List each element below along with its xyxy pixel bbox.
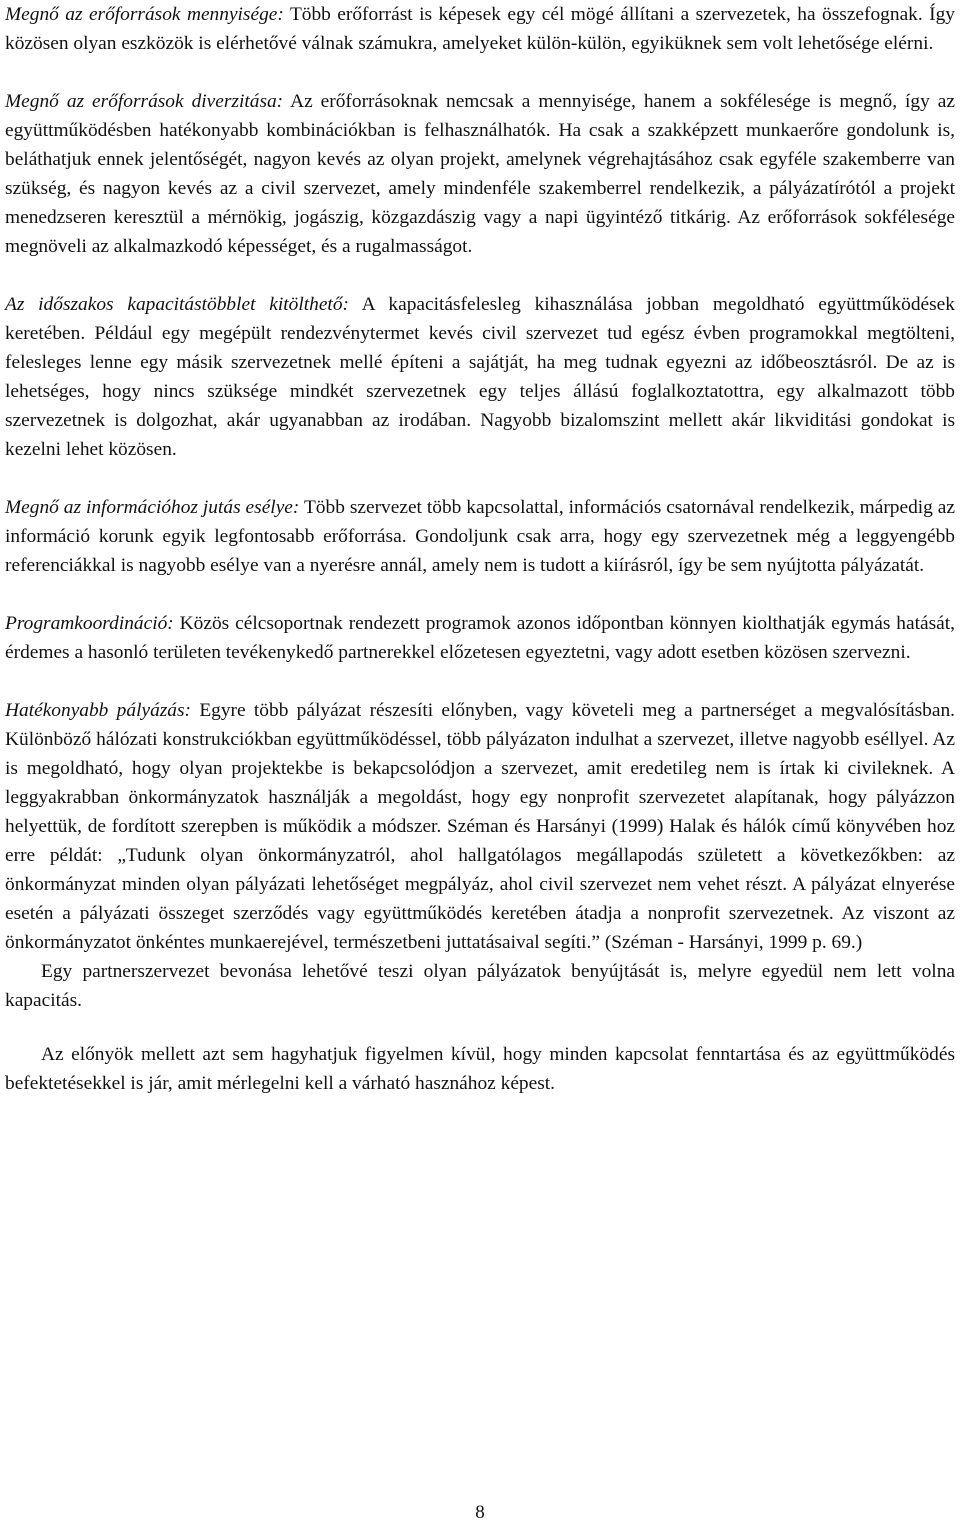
paragraph-term: Megnő az erőforrások diverzitása: bbox=[5, 91, 284, 112]
paragraph-text: Közös célcsoportnak rendezett programok azonos időpontban könnyen kiolthatják egymás hatását, érdemes a hasonló területen tevékenykedő partnerekkel előzetesen egyeztetni, vagy adott esetben közösen szervezni. bbox=[5, 613, 955, 663]
paragraph-term: Hatékonyabb pályázás: bbox=[5, 700, 192, 721]
page-number: 8 bbox=[475, 1502, 485, 1523]
paragraph-term: Megnő az információhoz jutás esélye: bbox=[5, 497, 300, 518]
paragraph-program-coordination bbox=[5, 609, 955, 667]
paragraph-capacity-surplus bbox=[5, 290, 955, 464]
paragraph-term: Az időszakos kapacitástöbblet kitölthető: bbox=[5, 294, 349, 315]
paragraph-resource-quantity bbox=[5, 0, 955, 58]
paragraph-partner-involvement: Egy partnerszervezet bevonása lehetővé teszi olyan pályázatok benyújtását is, melyre egyedül nem lett volna kapacitás. bbox=[5, 961, 955, 1011]
paragraph-text: A kapacitásfelesleg kihasználása jobban megoldható együttműködések keretében. Például egy megépült rendezvénytermet kevés civil szervezet tud egész évben programokkal megtölteni, felesleges lenne egy másik szervezetnek mellé építeni a sajátját, ha meg tudnak egyezni az időbeosztásról. De az is lehetséges, hogy nincs szüksége mindkét szervezetnek egy teljes állású foglalkoztatottra, egy alkalmazott több szervezetnek is dolgozhat, akár ugyanabban az irodában. Nagyobb bizalomszint mellett akár likviditási gondokat is kezelni lehet közösen. bbox=[5, 294, 955, 460]
paragraph-efficient-tendering bbox=[5, 696, 955, 957]
paragraph-text: Több szervezet több kapcsolattal, információs csatornával rendelkezik, márpedig az információ korunk egyik legfontosabb erőforrása. Gondoljunk csak arra, hogy egy szervezetnek még a leggyengébb referenciákkal is nagyobb esélye van a nyerésre annál, amely nem is tudott a kiírásról, így be sem nyújtotta pályázatát. bbox=[5, 497, 955, 576]
paragraph-closing: Az előnyök mellett azt sem hagyhatjuk figyelmen kívül, hogy minden kapcsolat fenntartása és az együttműködés befektetésekkel is jár, amit mérlegelni kell a várható hasznához képest. bbox=[5, 1044, 955, 1094]
paragraph-term: Megnő az erőforrások mennyisége: bbox=[5, 4, 284, 25]
paragraph-text: Egyre több pályázat részesíti előnyben, vagy követeli meg a partnerséget a megvalósításban. Különböző hálózati konstrukciókban együttműködéssel, több pályázaton indulhat a szervezet, illetve nagyobb eséllyel. Az is megoldható, hogy olyan projektekbe is bekapcsolódjon a szervezet, amit eredetileg nem is írtak ki civileknek. A leggyakrabban önkormányzatok használják a megoldást, hogy egy nonprofit szervezetet alapítanak, hogy pályázzon helyettük, de fordított szerepben is működik a módszer. Széman és Harsányi (1999) Halak és hálók című könyvében hoz erre példát: „Tudunk olyan önkormányzatról, ahol hallgatólagos megállapodás született a következőkben: az önkormányzat minden olyan pályázati lehetőséget megpályáz, ahol civil szervezet nem vehet részt. A pályázat elnyerése esetén a pályázati összeget szerződés vagy együttműködés keretében átadja a nonprofit szervezetnek. Az viszont az önkormányzatot önkéntes munkaerejével, természetbeni juttatásaival segíti.” (Széman - Harsányi, 1999 p. 69.) bbox=[5, 700, 955, 953]
paragraph-term: Programkoordináció: bbox=[5, 613, 174, 634]
paragraph-text: Több erőforrást is képesek egy cél mögé állítani a szervezetek, ha összefognak. Így közösen olyan eszközök is elérhetővé válnak számukra, amelyeket külön-külön, egyiküknek sem volt lehetősége elérni. bbox=[5, 4, 956, 54]
paragraph-text: Az erőforrásoknak nemcsak a mennyisége, hanem a sokfélesége is megnő, így az együttműködésben hatékonyabb kombinációkban is felhasználhatók. Ha csak a szakképzett munkaerőre gondolunk is, beláthatjuk ennek jelentőségét, nagyon kevés az olyan projekt, amelynek végrehajtásához csak egyféle szakemberre van szükség, és nagyon kevés az a civil szervezet, amely mindenféle szakemberrel rendelkezik, a pályázatírótól a projekt menedzseren keresztül a mérnökig, jogászig, közgazdászig vagy a napi ügyintéző titkárig. Az erőforrások sokfélesége megnöveli az alkalmazkodó képességet, és a rugalmasságot. bbox=[5, 91, 955, 257]
paragraph-resource-diversity bbox=[5, 87, 955, 261]
document-page bbox=[5, 0, 955, 1098]
paragraph-information-access bbox=[5, 493, 955, 580]
